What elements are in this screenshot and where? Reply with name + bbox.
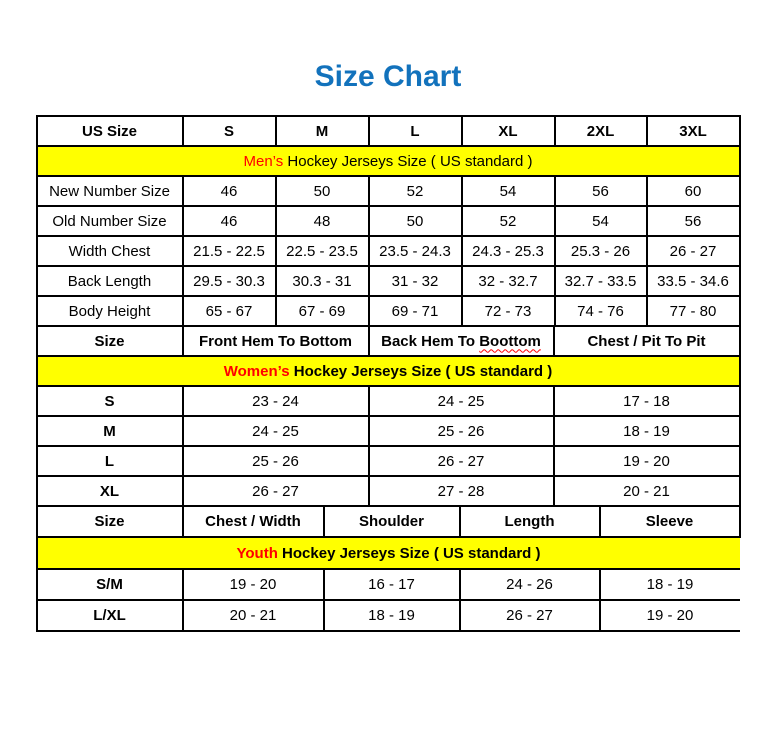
mens-row-label: New Number Size (37, 176, 183, 206)
mens-banner-highlight: Men’s (243, 152, 284, 170)
youth-header-row (37, 506, 740, 537)
womens-header-row (37, 326, 740, 356)
mens-banner-row (37, 146, 740, 176)
mens-cell: 32.7 - 33.5 (555, 266, 647, 296)
mens-header-row (37, 116, 740, 146)
mens-cell: 46 (183, 176, 276, 206)
womens-cell: 18 - 19 (554, 416, 740, 446)
youth-cell: 19 - 20 (183, 569, 324, 600)
mens-table-row (37, 176, 740, 206)
womens-column-header: Back Hem To Boottom (369, 326, 554, 356)
mens-size-table (36, 115, 741, 327)
mens-cell: 54 (555, 206, 647, 236)
womens-table-row (37, 386, 740, 416)
womens-table-row (37, 416, 740, 446)
youth-banner (37, 537, 740, 569)
youth-table-row (37, 600, 740, 631)
mens-cell: 67 - 69 (276, 296, 369, 326)
womens-size-table (36, 325, 741, 507)
mens-cell: 50 (369, 206, 462, 236)
mens-cell: 48 (276, 206, 369, 236)
mens-cell: 31 - 32 (369, 266, 462, 296)
mens-banner (37, 146, 740, 176)
mens-column-header: US Size (37, 116, 183, 146)
youth-column-header: Length (460, 506, 600, 537)
youth-column-header: Chest / Width (183, 506, 324, 537)
mens-table-row (37, 206, 740, 236)
mens-cell: 32 - 32.7 (462, 266, 555, 296)
mens-cell: 50 (276, 176, 369, 206)
youth-cell: 26 - 27 (460, 600, 600, 631)
mens-column-header: XL (462, 116, 555, 146)
mens-cell: 69 - 71 (369, 296, 462, 326)
youth-row-label: S/M (37, 569, 183, 600)
youth-size-table (36, 505, 741, 632)
womens-banner-row (37, 356, 740, 386)
mens-table-row (37, 236, 740, 266)
mens-cell: 33.5 - 34.6 (647, 266, 740, 296)
mens-row-label: Old Number Size (37, 206, 183, 236)
mens-cell: 65 - 67 (183, 296, 276, 326)
youth-banner-highlight: Youth (236, 544, 278, 562)
mens-cell: 26 - 27 (647, 236, 740, 266)
womens-row-label: L (37, 446, 183, 476)
womens-banner-highlight: Women’s (223, 362, 290, 380)
womens-cell: 25 - 26 (183, 446, 369, 476)
womens-table-row (37, 446, 740, 476)
mens-cell: 52 (369, 176, 462, 206)
mens-cell: 29.5 - 30.3 (183, 266, 276, 296)
mens-cell: 22.5 - 23.5 (276, 236, 369, 266)
womens-cell: 17 - 18 (554, 386, 740, 416)
mens-cell: 30.3 - 31 (276, 266, 369, 296)
mens-banner-text: Hockey Jerseys Size ( US standard ) (283, 152, 533, 170)
womens-cell: 20 - 21 (554, 476, 740, 506)
womens-row-label: XL (37, 476, 183, 506)
mens-cell: 21.5 - 22.5 (183, 236, 276, 266)
youth-cell: 20 - 21 (183, 600, 324, 631)
mens-column-header: 3XL (647, 116, 740, 146)
mens-column-header: M (276, 116, 369, 146)
mens-row-label: Back Length (37, 266, 183, 296)
mens-column-header: 2XL (555, 116, 647, 146)
youth-cell: 18 - 19 (324, 600, 460, 631)
womens-cell: 23 - 24 (183, 386, 369, 416)
mens-row-label: Width Chest (37, 236, 183, 266)
womens-cell: 27 - 28 (369, 476, 554, 506)
mens-column-header: S (183, 116, 276, 146)
womens-cell: 26 - 27 (183, 476, 369, 506)
mens-table-row (37, 296, 740, 326)
youth-column-header: Shoulder (324, 506, 460, 537)
youth-cell: 16 - 17 (324, 569, 460, 600)
mens-table-row (37, 266, 740, 296)
youth-cell: 24 - 26 (460, 569, 600, 600)
womens-cell: 19 - 20 (554, 446, 740, 476)
misspelled-word: Boottom (479, 332, 541, 350)
womens-cell: 24 - 25 (369, 386, 554, 416)
mens-cell: 46 (183, 206, 276, 236)
mens-cell: 23.5 - 24.3 (369, 236, 462, 266)
youth-cell: 18 - 19 (600, 569, 740, 600)
youth-row-label: L/XL (37, 600, 183, 631)
womens-cell: 24 - 25 (183, 416, 369, 446)
mens-cell: 77 - 80 (647, 296, 740, 326)
youth-column-header: Size (37, 506, 183, 537)
womens-column-header: Front Hem To Bottom (183, 326, 369, 356)
womens-banner (37, 356, 740, 386)
youth-banner-row (37, 537, 740, 569)
youth-banner-text: Hockey Jerseys Size ( US standard ) (277, 544, 541, 562)
mens-cell: 72 - 73 (462, 296, 555, 326)
size-chart-page (0, 60, 776, 752)
womens-cell: 26 - 27 (369, 446, 554, 476)
mens-cell: 52 (462, 206, 555, 236)
mens-cell: 25.3 - 26 (555, 236, 647, 266)
womens-column-header: Size (37, 326, 183, 356)
womens-row-label: M (37, 416, 183, 446)
mens-cell: 24.3 - 25.3 (462, 236, 555, 266)
womens-banner-text: Hockey Jerseys Size ( US standard ) (289, 362, 553, 380)
womens-row-label: S (37, 386, 183, 416)
mens-column-header: L (369, 116, 462, 146)
mens-row-label: Body Height (37, 296, 183, 326)
womens-table-row (37, 476, 740, 506)
womens-column-header: Chest / Pit To Pit (554, 326, 740, 356)
mens-cell: 54 (462, 176, 555, 206)
page-title: Size Chart (314, 60, 462, 93)
youth-table-row (37, 569, 740, 600)
youth-column-header: Sleeve (600, 506, 740, 537)
mens-cell: 60 (647, 176, 740, 206)
womens-cell: 25 - 26 (369, 416, 554, 446)
youth-cell: 19 - 20 (600, 600, 740, 631)
mens-cell: 56 (555, 176, 647, 206)
mens-cell: 74 - 76 (555, 296, 647, 326)
mens-cell: 56 (647, 206, 740, 236)
